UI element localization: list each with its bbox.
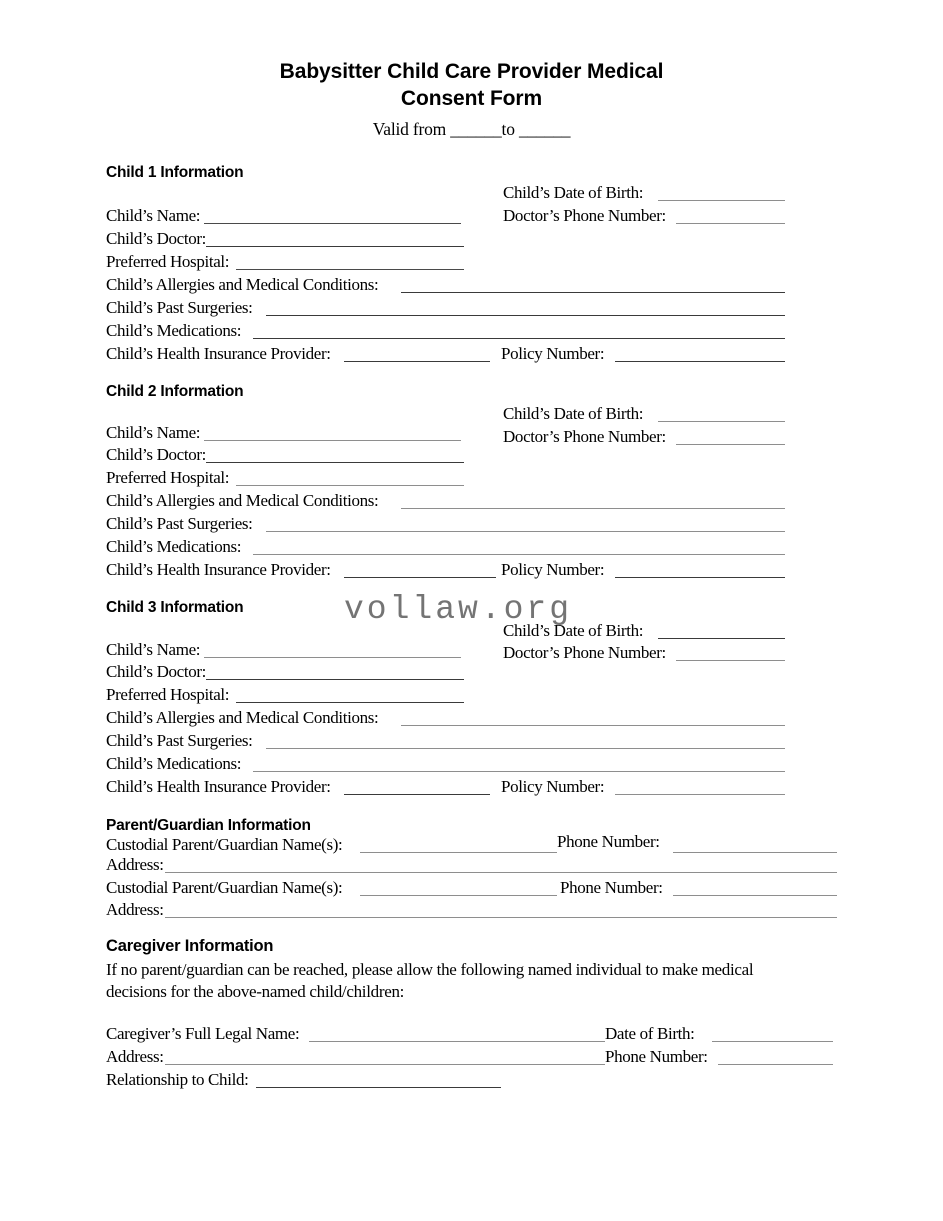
- caregiver-phone-input[interactable]: [718, 1064, 833, 1065]
- parent-2-address-input[interactable]: [165, 917, 837, 918]
- parent-2-name-input[interactable]: [360, 895, 557, 896]
- valid-from-line: Valid from ______to ______: [372, 119, 571, 139]
- child-3-medications-label: Child’s Medications:: [106, 754, 242, 773]
- child-1-doctor-phone-label: Doctor’s Phone Number:: [503, 206, 666, 225]
- parent-1-phone-label: Phone Number:: [557, 832, 660, 851]
- parent-2-address-label: Address:: [106, 900, 164, 919]
- section-heading-child-3: Child 3 Information: [106, 599, 244, 616]
- child-1-medications-label: Child’s Medications:: [106, 321, 242, 340]
- child-2-hospital-label: Preferred Hospital:: [106, 468, 230, 487]
- child-3-name-input[interactable]: [204, 657, 461, 658]
- child-2-insurance-input[interactable]: [344, 577, 496, 578]
- child-1-allergies-input[interactable]: [401, 292, 785, 293]
- child-1-dob-label: Child’s Date of Birth:: [503, 183, 644, 202]
- child-2-name-input[interactable]: [204, 440, 461, 441]
- child-2-dob-label: Child’s Date of Birth:: [503, 404, 644, 423]
- child-2-surgeries-label: Child’s Past Surgeries:: [106, 514, 253, 533]
- child-2-doctor-phone-input[interactable]: [676, 444, 785, 445]
- watermark-vollaw-org: vollaw.org: [344, 591, 573, 628]
- section-heading-child-1: Child 1 Information: [106, 164, 244, 181]
- child-3-name-label: Child’s Name:: [106, 640, 201, 659]
- caregiver-relationship-input[interactable]: [256, 1087, 501, 1088]
- child-1-policy-label: Policy Number:: [501, 344, 605, 363]
- caregiver-relationship-label: Relationship to Child:: [106, 1070, 249, 1089]
- child-2-hospital-input[interactable]: [236, 485, 464, 486]
- child-3-hospital-label: Preferred Hospital:: [106, 685, 230, 704]
- parent-1-name-input[interactable]: [360, 852, 557, 853]
- parent-1-phone-input[interactable]: [673, 852, 837, 853]
- child-2-allergies-label: Child’s Allergies and Medical Conditions:: [106, 491, 379, 510]
- child-1-doctor-phone-input[interactable]: [676, 223, 785, 224]
- child-3-allergies-label: Child’s Allergies and Medical Conditions:: [106, 708, 379, 727]
- section-heading-parent-guardian: Parent/Guardian Information: [106, 817, 311, 834]
- caregiver-dob-label: Date of Birth:: [605, 1024, 695, 1043]
- caregiver-paragraph-line-1: If no parent/guardian can be reached, please allow the following named individual to make medical: [106, 960, 754, 979]
- child-2-doctor-input[interactable]: [206, 462, 464, 463]
- child-3-doctor-phone-input[interactable]: [676, 660, 785, 661]
- child-3-doctor-phone-label: Doctor’s Phone Number:: [503, 643, 666, 662]
- child-1-name-input[interactable]: [204, 223, 461, 224]
- child-3-dob-label: Child’s Date of Birth:: [503, 621, 644, 640]
- section-heading-caregiver: Caregiver Information: [106, 937, 274, 955]
- section-heading-child-2: Child 2 Information: [106, 383, 244, 400]
- child-1-policy-input[interactable]: [615, 361, 785, 362]
- child-2-surgeries-input[interactable]: [266, 531, 785, 532]
- child-1-name-label: Child’s Name:: [106, 206, 201, 225]
- caregiver-paragraph-line-2: decisions for the above-named child/children:: [106, 982, 405, 1001]
- child-3-policy-label: Policy Number:: [501, 777, 605, 796]
- child-1-insurance-input[interactable]: [344, 361, 490, 362]
- child-1-surgeries-label: Child’s Past Surgeries:: [106, 298, 253, 317]
- child-3-insurance-input[interactable]: [344, 794, 490, 795]
- child-2-policy-input[interactable]: [615, 577, 785, 578]
- child-2-dob-input[interactable]: [658, 421, 785, 422]
- child-3-doctor-label: Child’s Doctor:: [106, 662, 207, 681]
- caregiver-dob-input[interactable]: [712, 1041, 833, 1042]
- child-3-medications-input[interactable]: [253, 771, 785, 772]
- child-3-insurance-label: Child’s Health Insurance Provider:: [106, 777, 331, 796]
- child-1-surgeries-input[interactable]: [266, 315, 785, 316]
- parent-1-name-label: Custodial Parent/Guardian Name(s):: [106, 835, 343, 854]
- parent-1-address-input[interactable]: [165, 872, 837, 873]
- child-2-medications-input[interactable]: [253, 554, 785, 555]
- parent-2-name-label: Custodial Parent/Guardian Name(s):: [106, 878, 343, 897]
- parent-1-address-label: Address:: [106, 855, 164, 874]
- caregiver-address-input[interactable]: [165, 1064, 605, 1065]
- child-2-allergies-input[interactable]: [401, 508, 785, 509]
- child-3-dob-input[interactable]: [658, 638, 785, 639]
- child-1-medications-input[interactable]: [253, 338, 785, 339]
- child-3-surgeries-input[interactable]: [266, 748, 785, 749]
- child-1-doctor-input[interactable]: [206, 246, 464, 247]
- caregiver-name-input[interactable]: [309, 1041, 605, 1042]
- page-title-line-1: Babysitter Child Care Provider Medical: [279, 60, 664, 83]
- child-1-insurance-label: Child’s Health Insurance Provider:: [106, 344, 331, 363]
- child-2-insurance-label: Child’s Health Insurance Provider:: [106, 560, 331, 579]
- child-2-medications-label: Child’s Medications:: [106, 537, 242, 556]
- page-title-line-2: Consent Form: [400, 87, 543, 110]
- parent-2-phone-label: Phone Number:: [560, 878, 663, 897]
- caregiver-name-label: Caregiver’s Full Legal Name:: [106, 1024, 300, 1043]
- child-2-policy-label: Policy Number:: [501, 560, 605, 579]
- child-3-hospital-input[interactable]: [236, 702, 464, 703]
- child-1-allergies-label: Child’s Allergies and Medical Conditions:: [106, 275, 379, 294]
- child-2-name-label: Child’s Name:: [106, 423, 201, 442]
- child-1-hospital-label: Preferred Hospital:: [106, 252, 230, 271]
- child-1-dob-input[interactable]: [658, 200, 785, 201]
- child-2-doctor-label: Child’s Doctor:: [106, 445, 207, 464]
- child-2-doctor-phone-label: Doctor’s Phone Number:: [503, 427, 666, 446]
- caregiver-address-label: Address:: [106, 1047, 164, 1066]
- child-3-doctor-input[interactable]: [206, 679, 464, 680]
- page-title: [0, 58, 943, 112]
- child-1-doctor-label: Child’s Doctor:: [106, 229, 207, 248]
- child-3-surgeries-label: Child’s Past Surgeries:: [106, 731, 253, 750]
- child-3-allergies-input[interactable]: [401, 725, 785, 726]
- child-1-hospital-input[interactable]: [236, 269, 464, 270]
- parent-2-phone-input[interactable]: [673, 895, 837, 896]
- caregiver-phone-label: Phone Number:: [605, 1047, 708, 1066]
- child-3-policy-input[interactable]: [615, 794, 785, 795]
